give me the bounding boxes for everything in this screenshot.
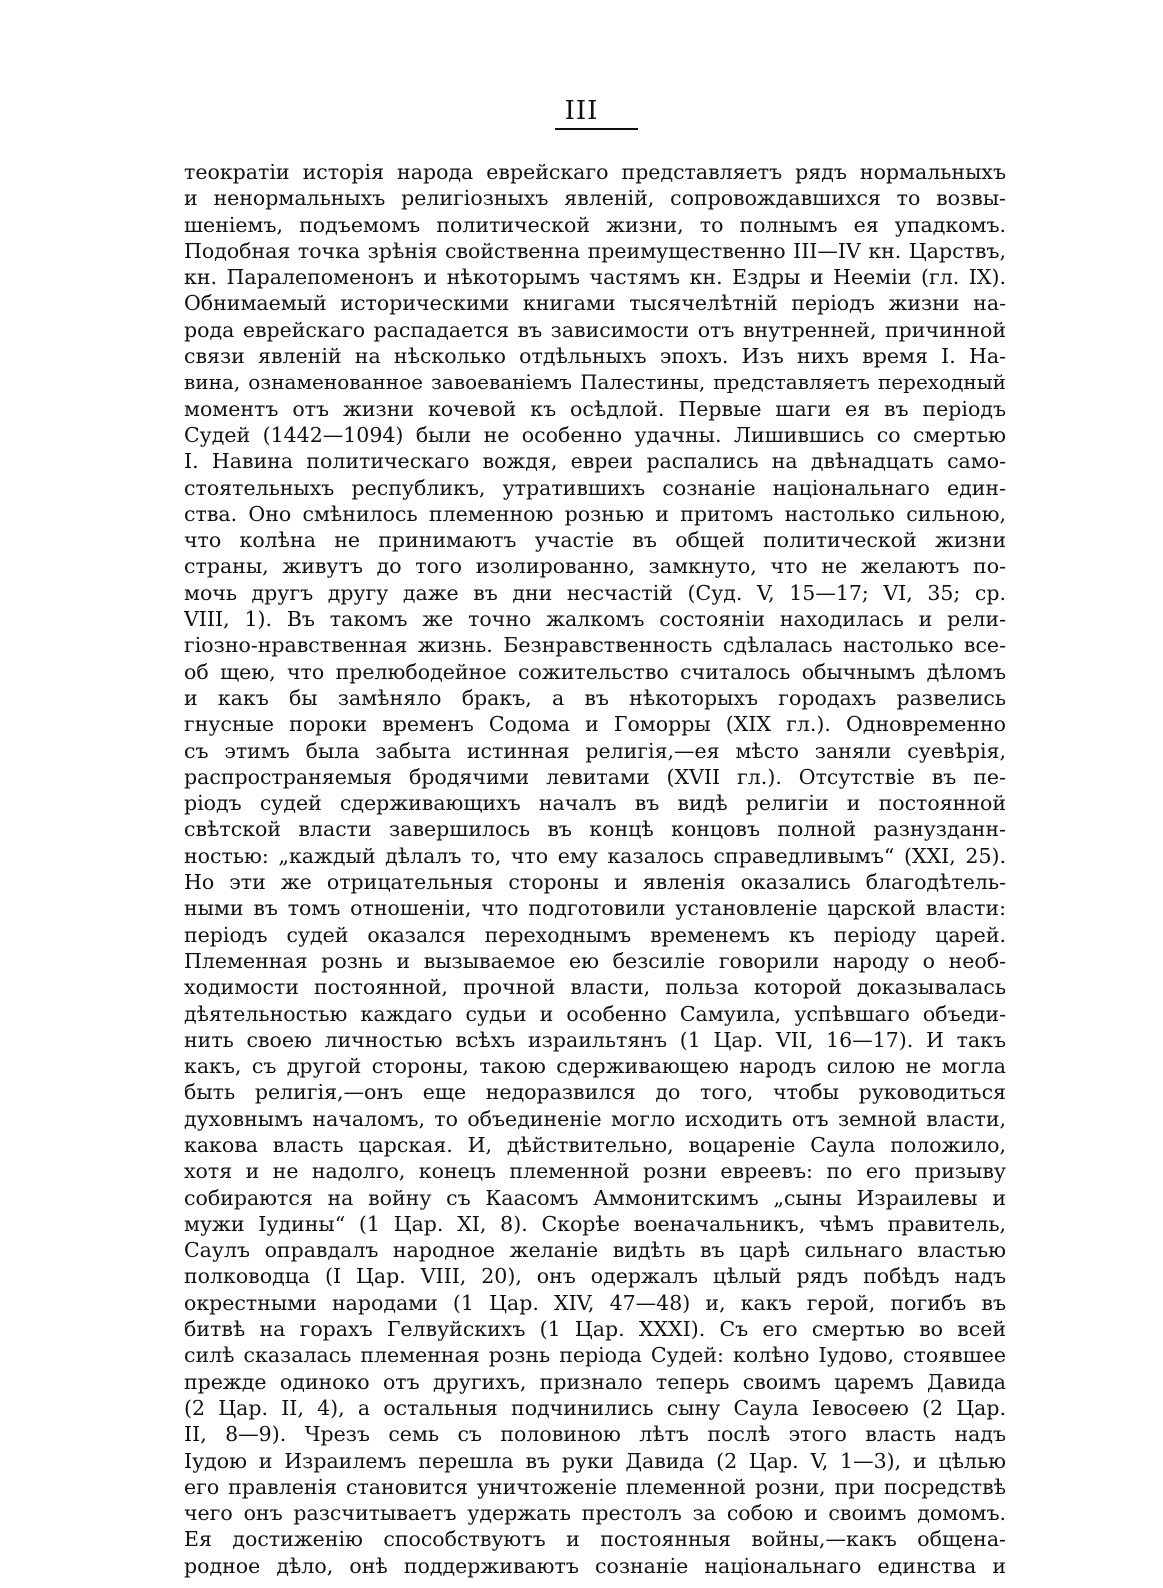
text-line: Подобная точка зрѣнія свойственна преимущественно III—IV кн. Царствъ, [184, 238, 1006, 263]
text-line: связи явленій на нѣсколько отдѣльныхъ эпохъ. Изъ нихъ время I. На- [184, 344, 1006, 369]
body-text [184, 159, 1006, 1579]
text-line: ріодъ судей сдерживающихъ началъ въ видѣ религіи и постоянной [184, 791, 1006, 816]
page-number-rule [555, 128, 638, 130]
text-line: хотя и не надолго, конецъ племенной розни евреевъ: по его призыву [184, 1159, 1006, 1184]
text-line: духовнымъ началомъ, то объединеніе могло исходить отъ земной власти, [184, 1106, 1006, 1131]
text-line: Судей (1442—1094) были не особенно удачны. Лишившись со смертью [184, 422, 1006, 447]
text-line: рода еврейскаго распадается въ зависимости отъ внутренней, причинной [184, 317, 1006, 342]
text-line: ностью: „каждый дѣлалъ то, что ему казалось справедливымъ“ (XXI, 25). [184, 843, 1006, 868]
text-line: битвѣ на горахъ Гелвуйскихъ (1 Цар. XXXI). Съ его смертью во всей [184, 1317, 1006, 1342]
text-line: что колѣна не принимаютъ участіе въ общей политической жизни [184, 528, 1006, 553]
text-line: полководца (I Цар. VIII, 20), онъ одержалъ цѣлый рядъ побѣдъ надъ [184, 1264, 1006, 1289]
text-line: моментъ отъ жизни кочевой къ осѣдлой. Первые шаги ея въ періодъ [184, 396, 1006, 421]
text-line: I. Навина политическаго вождя, евреи распались на двѣнадцать само- [184, 449, 1006, 474]
text-line: дѣятельностью каждаго судьи и особенно Самуила, успѣвшаго объеди- [184, 1001, 1006, 1026]
text-line: VIII, 1). Въ такомъ же точно жалкомъ состояніи находилась и рели- [184, 607, 1006, 632]
text-line: Ея достиженію способствуютъ и постоянныя войны,—какъ общена- [184, 1527, 1006, 1552]
text-line: ными въ томъ отношеніи, что подготовили установленіе царской власти: [184, 896, 1006, 921]
text-line: стоятельныхъ республикъ, утратившихъ сознаніе національнаго един- [184, 475, 1006, 500]
text-line: гіозно-нравственная жизнь. Безнравственность сдѣлалась настолько все- [184, 633, 1006, 658]
text-line: нить своею личностью всѣхъ израильтянъ (1 Цар. VII, 16—17). И такъ [184, 1027, 1006, 1052]
text-line: окрестными народами (1 Цар. XIV, 47—48) и, какъ герой, погибъ въ [184, 1290, 1006, 1315]
text-line: об щею, что прелюбодейное сожительство считалось обычнымъ дѣломъ [184, 659, 1006, 684]
text-line: гнусные пороки временъ Содома и Гоморры (XIX гл.). Одновременно [184, 712, 1006, 737]
text-line: кн. Паралепоменонъ и нѣкоторымъ частямъ кн. Ездры и Нееміи (гл. IX). [184, 265, 1006, 290]
text-line: чего онъ разсчитываетъ удержать престолъ за собою и своимъ домомъ. [184, 1501, 1006, 1526]
text-line: (2 Цар. II, 4), а остальныя подчинились сыну Саула Іевосѳею (2 Цар. [184, 1395, 1006, 1420]
text-line: теократіи исторія народа еврейскаго представляетъ рядъ нормальныхъ [184, 160, 1006, 184]
text-line: мочь другъ другу даже въ дни несчастій (Суд. V, 15—17; VI, 35; ср. [184, 580, 1006, 605]
text-line: вина, ознаменованное завоеваніемъ Палестины, представляетъ переходный [184, 370, 1006, 395]
text-line: II, 8—9). Чрезъ семь съ половиною лѣтъ послѣ этого власть надъ [184, 1422, 1006, 1447]
text-line: съ этимъ была забыта истинная религія,—ея мѣсто заняли суевѣрія, [184, 738, 1006, 763]
text-line: какъ, съ другой стороны, такою сдерживающею народъ силою не могла [184, 1054, 1006, 1079]
text-line: силѣ сказалась племенная рознь періода Судей: колѣно Іудово, стоявшее [184, 1343, 1006, 1368]
text-line: Обнимаемый историческими книгами тысячелѣтній періодъ жизни на- [184, 291, 1006, 316]
text-line: мужи Іудины“ (1 Цар. XI, 8). Скорѣе военачальникъ, чѣмъ правитель, [184, 1211, 1006, 1236]
text-line: Іудою и Израилемъ перешла въ руки Давида (2 Цар. V, 1—3), и цѣлью [184, 1448, 1006, 1473]
text-line: Но эти же отрицательныя стороны и явленія оказались благодѣтель- [184, 870, 1006, 895]
text-line: и ненормальныхъ религіозныхъ явленій, сопровождавшихся то возвы- [184, 186, 1006, 211]
text-line: ства. Оно смѣнилось племенною рознью и притомъ настолько сильною, [184, 501, 1006, 526]
text-line: прежде одиноко отъ другихъ, признало теперь своимъ царемъ Давида [184, 1369, 1006, 1394]
text-line: періодъ судей оказался переходнымъ временемъ къ періоду царей. [184, 922, 1006, 947]
text-line: быть религія,—онъ еще недоразвился до того, чтобы руководиться [184, 1080, 1006, 1105]
text-line: и какъ бы замѣняло бракъ, а въ нѣкоторыхъ городахъ развелись [184, 685, 1006, 710]
text-line: распространяемыя бродячими левитами (XVII гл.). Отсутствіе въ пе- [184, 764, 1006, 789]
text-line: ходимости постоянной, прочной власти, польза которой доказывалась [184, 975, 1006, 1000]
text-line: родное дѣло, онѣ поддерживаютъ сознаніе національнаго единства и [184, 1553, 1006, 1578]
text-line: свѣтской власти завершилось въ концѣ концовъ полной разнузданн- [184, 817, 1006, 842]
text-line: его правленія становится уничтоженіе племенной розни, при посредствѣ [184, 1474, 1006, 1499]
page-number: III [564, 96, 599, 126]
text-line: страны, живутъ до того изолированно, замкнуто, что не желаютъ по- [184, 554, 1006, 579]
text-line: собираются на войну съ Каасомъ Аммонитскимъ „сыны Израилевы и [184, 1185, 1006, 1210]
text-line: Племенная рознь и вызываемое ею безсиліе говорили народу о необ- [184, 948, 1006, 973]
text-line: Саулъ оправдалъ народное желаніе видѣть въ царѣ сильнаго властью [184, 1238, 1006, 1263]
text-line: шеніемъ, подъемомъ политической жизни, то полнымъ ея упадкомъ. [184, 212, 1006, 237]
text-line: какова власть царская. И, дѣйствительно, воцареніе Саула положило, [184, 1132, 1006, 1157]
